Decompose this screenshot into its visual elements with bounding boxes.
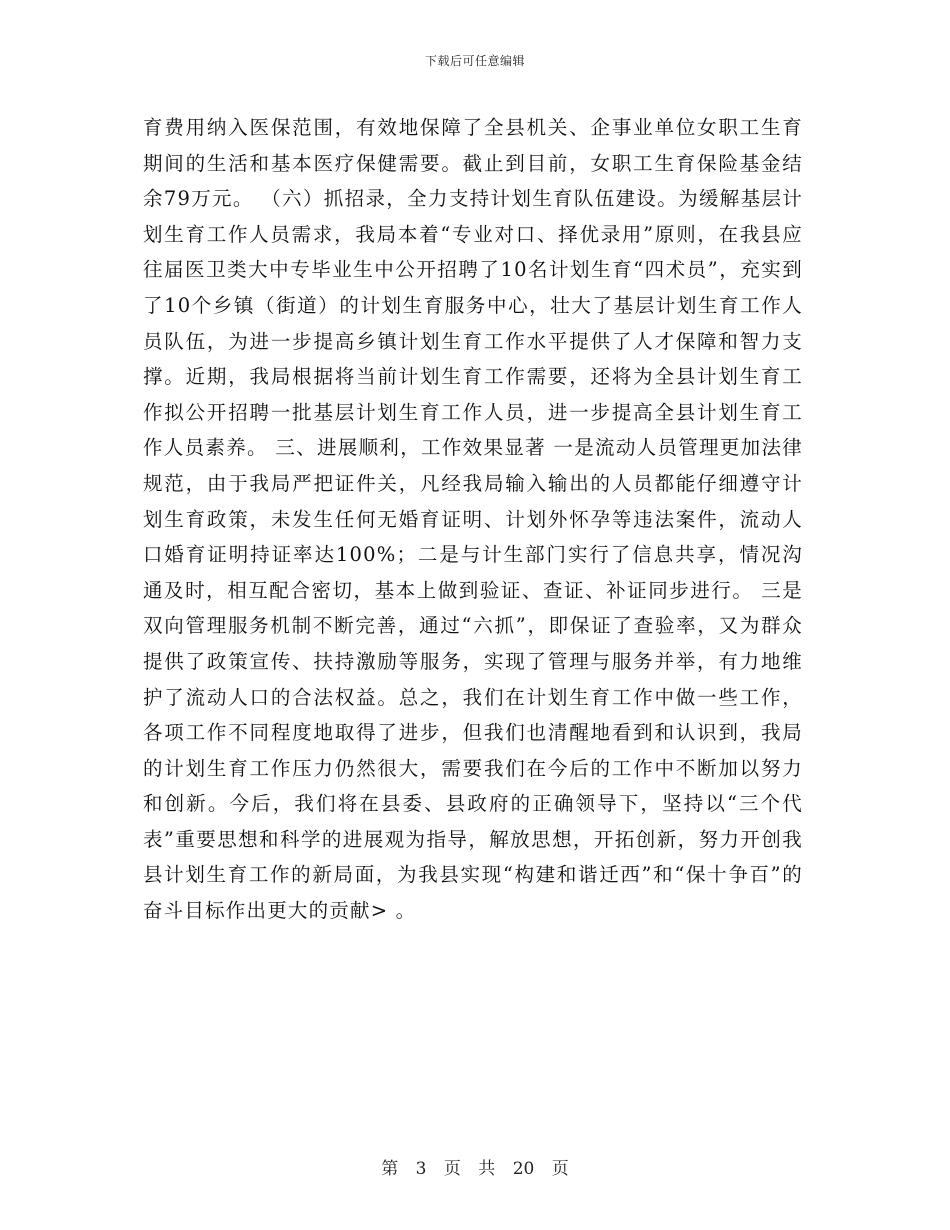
page-label-prefix: 第: [381, 1159, 399, 1179]
page-header-note: 下载后可任意编辑: [424, 54, 525, 68]
document-body-text: 育费用纳入医保范围，有效地保障了全县机关、企事业单位女职工生育期间的生活和基本医疗保健需要。截止到目前，女职工生育保险基金结余79万元。 （六）抓招录，全力支持计划生育队伍建设。为缓解基层计划生育工作人员需求，我局本着“专业对口、择优录用”原则，在我县应往届医卫类大中专毕业生中公开招聘了10名计划生育“四术员”，充实到了10个乡镇（街道）的计划生育服务中心，壮大了基层计划生育工作人员队伍，为进一步提高乡镇计划生育工作水平提供了人才保障和智力支撑。近期，我局根据将当前计划生育工作需要，还将为全县计划生育工作拟公开招聘一批基层计划生育工作人员，进一步提高全县计划生育工作人员素养。 三、进展顺利，工作效果显著 一是流动人员管理更加法律规范，由于我局严把证件关，凡经我局输入输出的人员都能仔细遵守计划生育政策，未发生任何无婚育证明、计划外怀孕等违法案件，流动人口婚育证明持证率达100%；二是与计生部门实行了信息共享，情况沟通及时，相互配合密切，基本上做到验证、查证、补证同步进行。 三是双向管理服务机制不断完善，通过“六抓”，即保证了查验率，又为群众提供了政策宣传、扶持激励等服务，实现了管理与服务并举，有力地维护了流动人口的合法权益。总之，我们在计划生育工作中做一些工作，各项工作不同程度地取得了进步，但我们也清醒地看到和认识到，我局的计划生育工作压力仍然很大，需要我们在今后的工作中不断加以努力和创新。今后，我们将在县委、县政府的正确领导下，坚持以“三个代表”重要思想和科学的进展观为指导，解放思想，开拓创新，努力开创我县计划生育工作的新局面，为我县实现“构建和谐迁西”和“保十争百”的奋斗目标作出更大的贡献> 。: [143, 116, 803, 923]
page-label-suffix: 页: [551, 1159, 569, 1179]
current-page-number: 3: [415, 1159, 427, 1179]
total-label: 共: [478, 1159, 496, 1179]
page-label-mid: 页: [443, 1159, 461, 1179]
page-number-footer: [0, 1154, 950, 1179]
total-pages-number: 20: [512, 1159, 535, 1179]
